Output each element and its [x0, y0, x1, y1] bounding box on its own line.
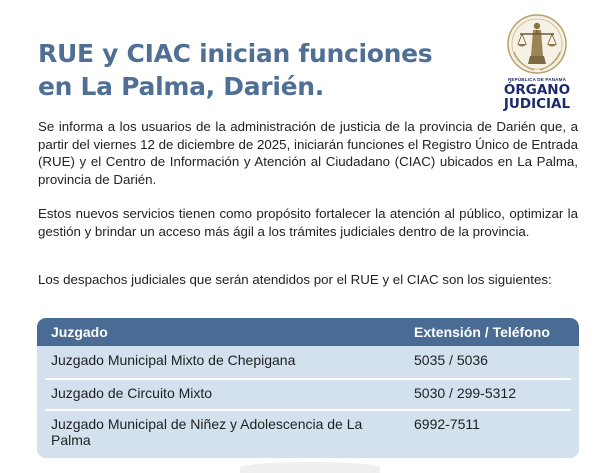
purpose-paragraph: Estos nuevos servicios tienen como propósito fortalecer la atención al público, optimizar la gestión y brindar un acceso más ágil a los trámites judiciales dentro de la provincia.: [38, 206, 578, 239]
headline: [38, 37, 478, 103]
logo-text-judicial: JUDICIAL: [503, 96, 571, 112]
column-header-juzgado: Juzgado: [51, 324, 108, 340]
court-phone: 5035 / 5036: [414, 352, 488, 368]
court-name: Juzgado de Circuito Mixto: [51, 385, 213, 401]
list-intro-paragraph: Los despachos judiciales que serán atendidos por el RUE y el CIAC son los siguientes:: [38, 272, 552, 287]
decorative-shape: [240, 462, 380, 473]
headline-line-2: en La Palma, Darién.: [38, 72, 324, 101]
scales-of-justice-icon: [506, 12, 568, 76]
court-phone: 6992-7511: [414, 416, 480, 432]
row-divider: [45, 378, 571, 380]
column-header-telefono: Extensión / Teléfono: [414, 324, 550, 340]
court-phone: 5030 / 299-5312: [414, 385, 516, 401]
intro-paragraph: Se informa a los usuarios de la administración de justicia de la provincia de Darién que, a partir del viernes 12 de diciembre de 2025, iniciarán funciones el Registro Único de Entrada (RUE) y el Centro de Información y Atención al Ciudadano (CIAC) ubicados en La Palma, provincia de Darién.: [38, 119, 578, 187]
logo-subtitle: REPÚBLICA DE PANAMÁ: [507, 77, 567, 82]
row-divider: [45, 409, 571, 411]
headline-line-1: RUE y CIAC inician funciones: [38, 39, 433, 68]
court-name: Juzgado Municipal de Niñez y Adolescencia de La Palma: [51, 416, 363, 448]
logo-text-organo: ÓRGANO: [503, 82, 571, 98]
table-header: [37, 318, 579, 346]
court-name: Juzgado Municipal Mixto de Chepigana: [51, 352, 296, 368]
courts-table: [37, 318, 579, 458]
organo-judicial-logo: [496, 12, 578, 112]
